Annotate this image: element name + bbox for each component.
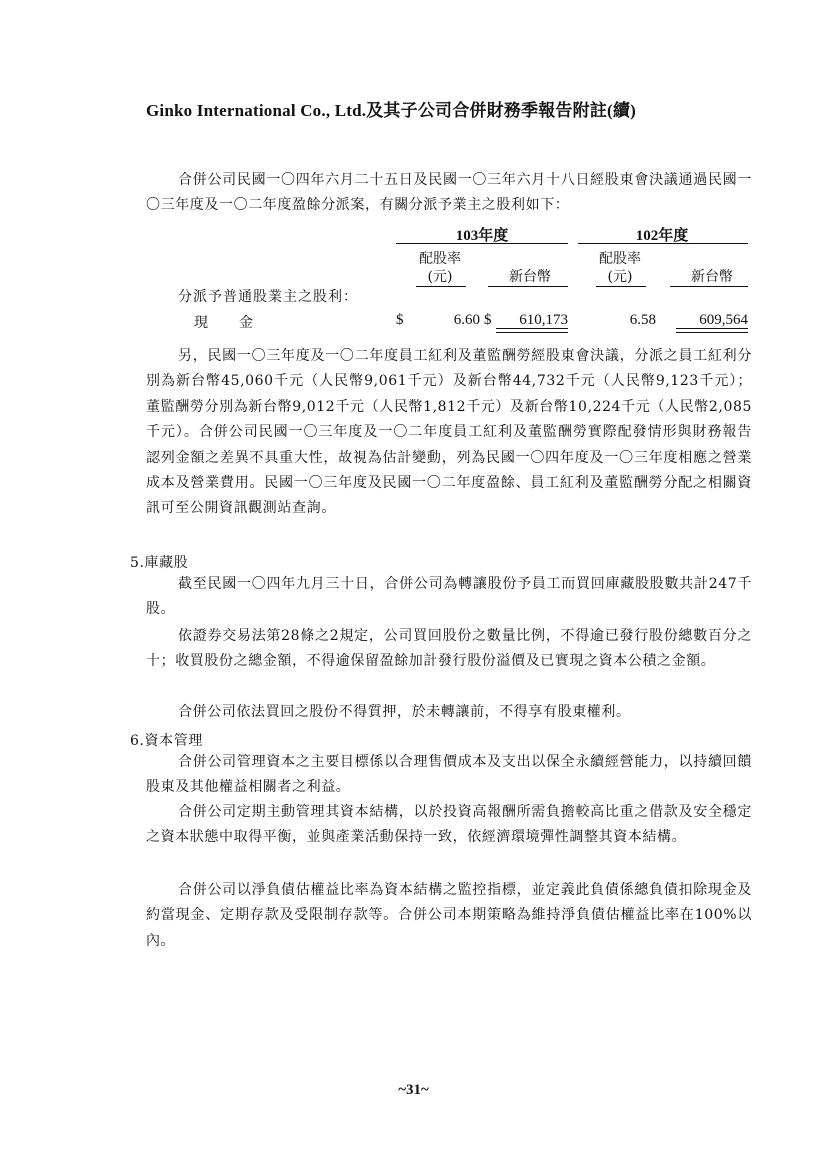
amount-header-102: 新台幣 <box>691 269 733 285</box>
intro-paragraph: 合併公司民國一〇四年六月二十五日及民國一〇三年六月十八日經股東會決議通過民國一〇三年度及一〇二年度盈餘分派案，有關分派予業主之股利如下： <box>146 172 752 214</box>
treasury-paragraph: 依證券交易法第28條之2規定，公司買回股份之數量比例，不得逾已發行股份總數百分之十；收買股份之總金額，不得逾保留盈餘加計發行股份溢價及已實現之資本公積之金額。 <box>146 628 752 670</box>
amount-double-rule-103 <box>496 328 568 333</box>
currency-symbol: $ <box>396 312 404 328</box>
section-heading-capital-management: 6.資本管理 <box>130 733 203 749</box>
amount-value-103: 610,173 <box>519 312 568 328</box>
amount-value-102: 609,564 <box>699 312 748 328</box>
rate-unit-header-102: (元) <box>607 269 633 285</box>
page-title: Ginko International Co., Ltd.及其子公司合併財務季報告附註(續) <box>146 101 636 120</box>
rate-unit-header-103: (元) <box>427 269 453 285</box>
year-rule-103 <box>396 243 568 244</box>
rate-rule-102 <box>596 286 646 287</box>
treasury-paragraph: 合併公司依法買回之股份不得質押，於未轉讓前，不得享有股東權利。 <box>178 704 631 720</box>
treasury-paragraph: 截至民國一〇四年九月三十日，合併公司為轉讓股份予員工而買回庫藏股股數共計247千股。 <box>146 576 752 618</box>
amount-rule-102 <box>670 286 748 287</box>
rate-header-103: 配股率 <box>419 251 461 267</box>
page-number: ~31~ <box>398 1082 429 1098</box>
currency-symbol: $ <box>484 312 492 328</box>
dividend-table <box>0 0 827 340</box>
section-heading-treasury-stock: 5.庫藏股 <box>130 555 189 571</box>
capital-paragraph: 合併公司管理資本之主要目標係以合理售價成本及支出以保全永續經營能力，以持續回饋股東及其他權益相關者之利益。 <box>146 754 752 796</box>
compensation-paragraph: 另，民國一〇三年度及一〇二年度員工紅利及董監酬勞經股東會決議，分派之員工紅利分別為新台幣45,060千元（人民幣9,061千元）及新台幣44,732千元（人民幣9,123千元）；董監酬勞分別為新台幣9,012千元（人民幣1,812千元）及新台幣10,224千元（人民幣2,085千元）。合併公司民國一〇三年度及一〇二年度員工紅利及董監酬勞實際配發情形與財務報告認列金額之差異不具重大性，故視為估計變動，列為民國一〇四年度及一〇三年度相應之營業成本及營業費用。民國一〇三年度及民國一〇二年度盈餘、員工紅利及董監酬勞分配之相關資訊可至公開資訊觀測站查詢。 <box>146 348 752 517</box>
rate-rule-103 <box>416 286 466 287</box>
row-cash-label: 現 金 <box>194 315 254 331</box>
capital-paragraph: 合併公司以淨負債估權益比率為資本結構之監控指標，並定義此負債係總負債扣除現金及約當現金、定期存款及受限制存款等。合併公司本期策略為維持淨負債估權益比率在100%以內。 <box>146 882 752 949</box>
year-header-102: 102年度 <box>635 228 689 244</box>
rate-value-102: 6.58 <box>629 312 656 328</box>
rate-value-103: 6.60 <box>453 312 480 328</box>
year-rule-102 <box>578 243 748 244</box>
rate-header-102: 配股率 <box>599 251 641 267</box>
row-group-label: 分派予普通股業主之股利： <box>178 289 358 305</box>
amount-header-103: 新台幣 <box>509 269 551 285</box>
capital-paragraph: 合併公司定期主動管理其資本結構，以於投資高報酬所需負擔較高比重之借款及安全穩定之資本狀態中取得平衡，並與產業活動保持一致，依經濟環境彈性調整其資本結構。 <box>146 804 752 846</box>
year-header-103: 103年度 <box>455 228 509 244</box>
amount-double-rule-102 <box>676 328 748 333</box>
amount-rule-103 <box>488 286 568 287</box>
